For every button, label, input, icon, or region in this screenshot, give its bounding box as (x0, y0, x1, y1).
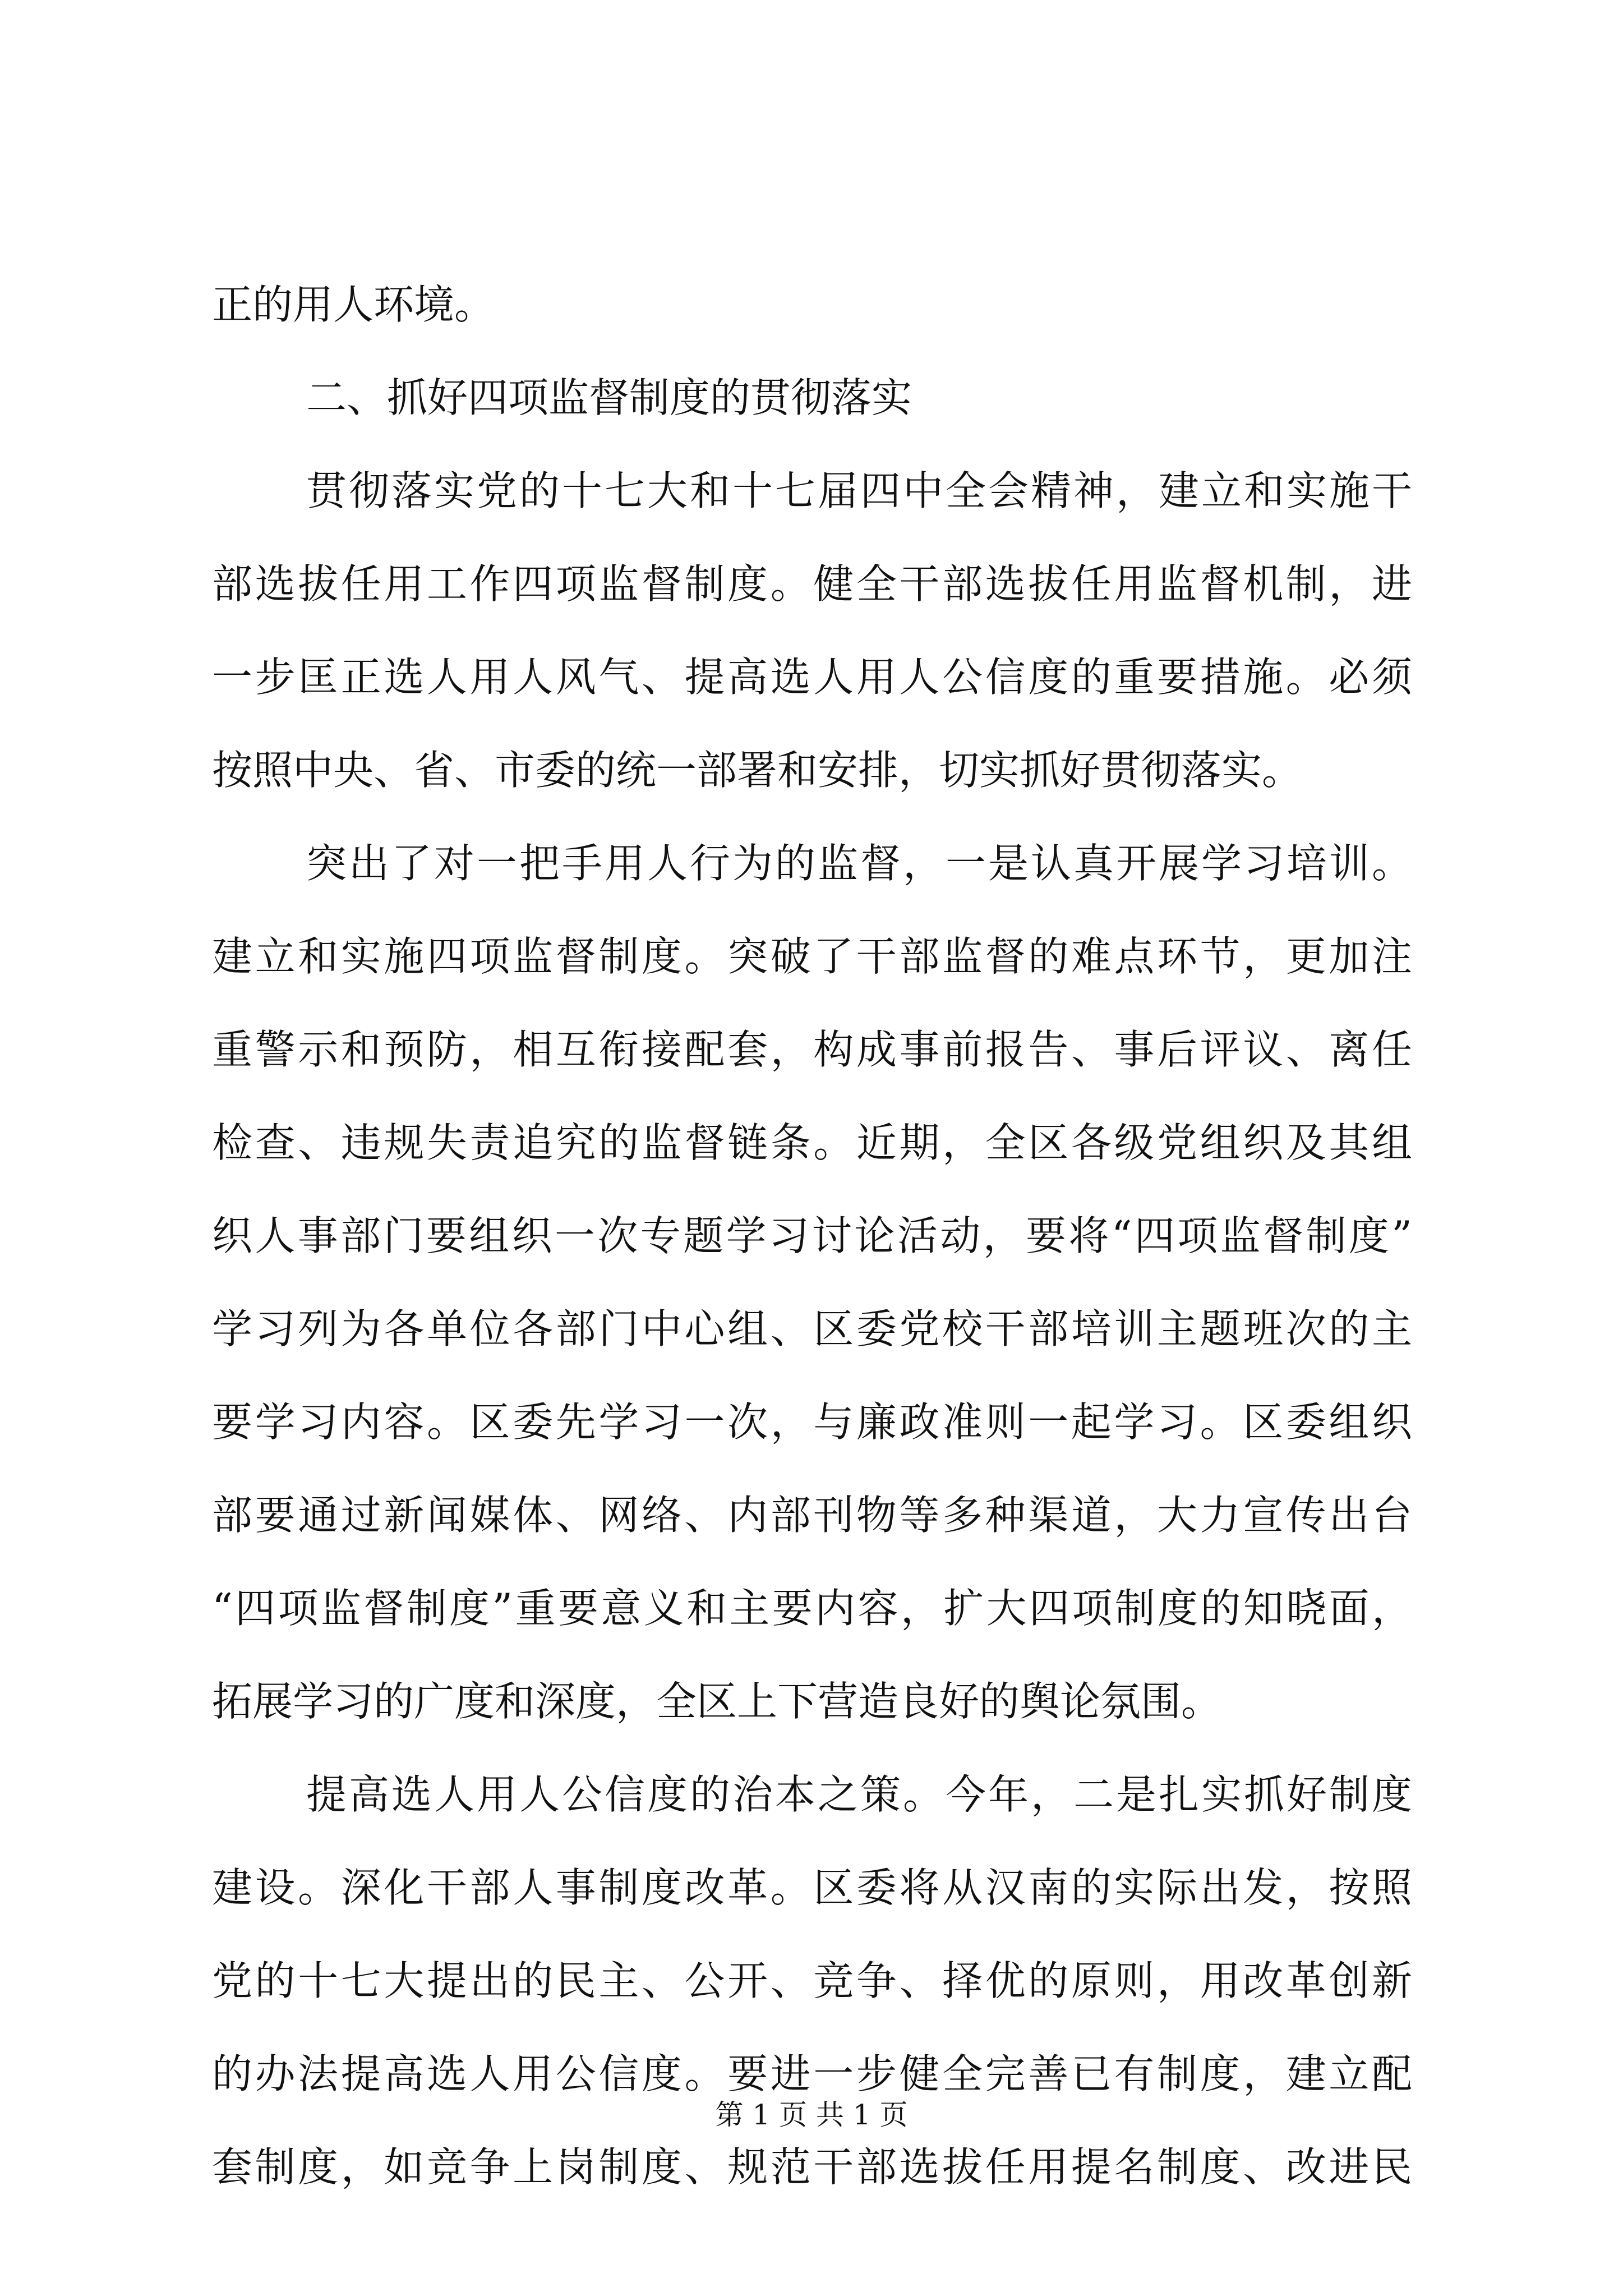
text-line: 正的用人环境。 (212, 281, 495, 328)
text-line: 突出了对一把手用人行为的监督，一是认真开展学习培训。 (306, 840, 1412, 887)
text-line: 部选拔任用工作四项监督制度。健全干部选拔任用监督机制，进 (212, 560, 1412, 608)
text-line: 建立和实施四项监督制度。突破了干部监督的难点环节，更加注 (212, 933, 1412, 980)
text-line: 一步匡正选人用人风气、提高选人用人公信度的重要措施。必须 (212, 654, 1412, 701)
page-number-footer: 第 1 页 共 1 页 (715, 2099, 908, 2131)
text-line: 的办法提高选人用公信度。要进一步健全完善已有制度，建立配 (212, 2050, 1412, 2097)
text-line: 党的十七大提出的民主、公开、竞争、择优的原则，用改革创新 (212, 1957, 1412, 2004)
text-line: 拓展学习的广度和深度，全区上下营造良好的舆论氛围。 (212, 1678, 1222, 1725)
text-line: 提高选人用人公信度的治本之策。今年，二是扎实抓好制度 (306, 1771, 1412, 1818)
text-line: 检查、违规失责追究的监督链条。近期，全区各级党组织及其组 (212, 1119, 1412, 1166)
text-line: 按照中央、省、市委的统一部署和安排，切实抓好贯彻落实。 (212, 747, 1303, 794)
text-line: “四项监督制度”重要意义和主要内容，扩大四项制度的知晓面， (212, 1585, 1412, 1632)
text-line: 套制度，如竞争上岗制度、规范干部选拔任用提名制度、改进民 (212, 2143, 1412, 2191)
text-line: 学习列为各单位各部门中心组、区委党校干部培训主题班次的主 (212, 1305, 1412, 1352)
text-line: 建设。深化干部人事制度改革。区委将从汉南的实际出发，按照 (212, 1864, 1412, 1911)
text-line: 重警示和预防，相互衔接配套，构成事前报告、事后评议、离任 (212, 1026, 1412, 1073)
text-line: 部要通过新闻媒体、网络、内部刊物等多种渠道，大力宣传出台 (212, 1492, 1412, 1539)
body-text (212, 258, 1412, 2214)
section-heading: 二、抓好四项监督制度的贯彻落实 (306, 374, 912, 421)
text-line: 要学习内容。区委先学习一次，与廉政准则一起学习。区委组织 (212, 1398, 1412, 1446)
text-line: 贯彻落实党的十七大和十七届四中全会精神，建立和实施干 (306, 467, 1412, 514)
text-line: 织人事部门要组织一次专题学习讨论活动，要将“四项监督制度” (212, 1212, 1412, 1259)
